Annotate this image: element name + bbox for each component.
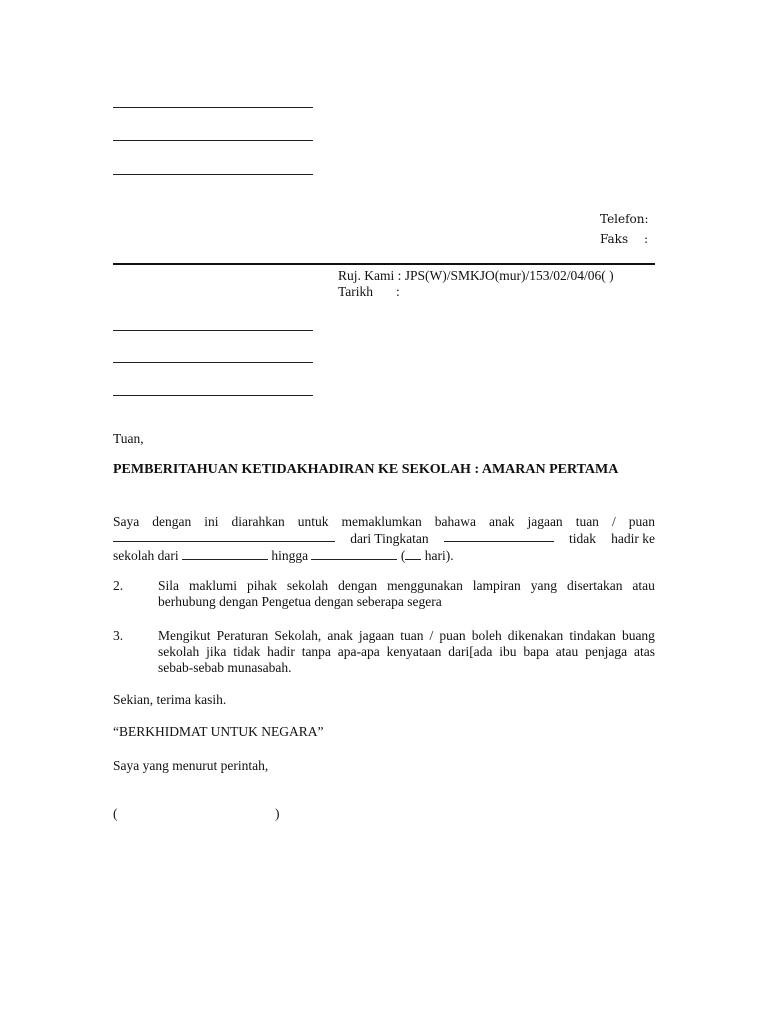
ruj-kami-value: JPS(W)/SMKJO(mur)/153/02/04/06( ) — [404, 268, 614, 283]
paragraph-3-word: Sekolah, — [274, 628, 322, 643]
paragraph-3-line-2 — [158, 644, 655, 660]
paragraph-3-word: tindakan — [569, 628, 616, 643]
paragraph-3-word: sekolah — [158, 644, 200, 659]
signature-open-paren: ( — [113, 806, 118, 821]
motto-text: “BERKHIDMAT UNTUK NEGARA” — [113, 724, 324, 739]
hadir-ke-text: hadir ke — [611, 531, 655, 546]
paragraph-3-word: tidak — [233, 644, 261, 659]
hari-text: hari). — [424, 548, 454, 563]
paragraph-3-word: kenyataan — [386, 644, 442, 659]
paragraph-1-line-3 — [113, 547, 655, 564]
paragraph-3-word: jika — [206, 644, 227, 659]
paragraph-3-word: Peraturan — [216, 628, 269, 643]
faks-label: Faks — [600, 232, 629, 246]
student-name-blank — [113, 530, 335, 542]
tarikh-row — [338, 284, 400, 300]
sender-address-line-3 — [113, 174, 313, 175]
paragraph-1-word: bahawa — [434, 514, 476, 529]
paragraph-1 — [113, 513, 655, 564]
paragraph-1-word: untuk — [297, 514, 329, 529]
paragraph-2-number: 2. — [113, 578, 124, 593]
paragraph-3-word: ibu — [499, 644, 517, 659]
salutation: Tuan, — [113, 431, 144, 446]
paragraph-1-line-1 — [113, 513, 655, 530]
paragraph-3-word: dikenakan — [507, 628, 564, 643]
tarikh-colon: : — [396, 284, 400, 299]
tarikh-label: Tarikh — [338, 284, 374, 299]
sender-address-line-2 — [113, 140, 313, 141]
paragraph-2-word: Sila — [158, 578, 180, 593]
paragraph-1-word: ini — [204, 514, 219, 529]
dari-tingkatan-text: dari Tingkatan — [350, 531, 429, 546]
paragraph-3-word: puan — [439, 628, 466, 643]
paragraph-1-word: / — [611, 514, 616, 529]
paragraph-3-word: hadir — [267, 644, 295, 659]
tingkatan-blank — [444, 530, 554, 542]
telefon-label — [600, 212, 649, 226]
paragraph-3-word: anak — [327, 628, 353, 643]
paragraph-2-word: sekolah — [286, 578, 329, 593]
paragraph-2-word: atau — [632, 578, 655, 593]
paragraph-3-word: atas — [633, 644, 655, 659]
paragraph-3-word: tanpa — [301, 644, 331, 659]
paragraph-2-text — [158, 578, 655, 610]
date-to-blank — [311, 548, 397, 560]
faks-colon: : — [644, 232, 649, 246]
paragraph-2-line-1 — [158, 578, 655, 594]
paragraph-2-word: pihak — [246, 578, 277, 593]
paragraph-1-word: memaklumkan — [341, 514, 422, 529]
paragraph-3-word: buang — [621, 628, 655, 643]
recipient-address-line-3 — [113, 395, 313, 396]
paragraph-2-word: menggunakan — [387, 578, 463, 593]
paragraph-1-word: anak — [488, 514, 515, 529]
paragraph-3-text — [158, 628, 655, 676]
signature-close-paren: ) — [275, 806, 280, 821]
paragraph-3-word: penjaga — [585, 644, 628, 659]
telefon-label-text: Telefon: — [600, 212, 649, 226]
faks-row — [600, 232, 648, 246]
ruj-kami-label: Ruj. Kami : — [338, 268, 402, 283]
paragraph-3-line-3: sebab-sebab munasabah. — [158, 660, 292, 675]
days-count-blank — [405, 548, 421, 560]
paragraph-3-word: dari[ada — [448, 644, 493, 659]
header-divider — [113, 263, 655, 265]
paragraph-1-word: diarahkan — [231, 514, 285, 529]
sekolah-dari-text: sekolah dari — [113, 548, 179, 563]
sender-address-line-1 — [113, 107, 313, 108]
tidak-text: tidak — [568, 531, 596, 546]
paragraph-2-word: maklumi — [188, 578, 237, 593]
paragraph-2-word: dengan — [338, 578, 378, 593]
paragraph-1-word: puan — [628, 514, 655, 529]
letter-subject: PEMBERITAHUAN KETIDAKHADIRAN KE SEKOLAH : AMARAN PERTAMA — [113, 462, 619, 477]
paragraph-3-word: bapa — [523, 644, 549, 659]
paragraph-2-word: disertakan — [566, 578, 623, 593]
paragraph-3-word: apa-apa — [337, 644, 380, 659]
sign-off-text: Saya yang menurut perintah, — [113, 758, 269, 773]
recipient-address-line-2 — [113, 362, 313, 363]
paragraph-3-word: atau — [555, 644, 579, 659]
paragraph-2-word: lampiran — [472, 578, 521, 593]
paragraph-2-line-2: berhubung dengan Pengetua dengan seberapa segera — [158, 594, 442, 609]
paragraph-3-word: tuan — [400, 628, 424, 643]
date-from-blank — [182, 548, 268, 560]
paragraph-1-word: tuan — [575, 514, 599, 529]
paragraph-3-word: Mengikut — [158, 628, 211, 643]
reference-row — [338, 268, 614, 284]
paragraph-2-word: yang — [530, 578, 557, 593]
paragraph-3-line-1 — [158, 628, 655, 644]
paragraph-3-number: 3. — [113, 628, 124, 643]
paragraph-1-word: jagaan — [527, 514, 563, 529]
closing-text: Sekian, terima kasih. — [113, 692, 227, 707]
paragraph-3-word: / — [429, 628, 434, 643]
paragraph-3-word: boleh — [471, 628, 502, 643]
hingga-text: hingga — [271, 548, 309, 563]
paragraph-1-word: Saya — [113, 514, 140, 529]
recipient-address-line-1 — [113, 330, 313, 331]
paragraph-1-word: dengan — [152, 514, 192, 529]
hari-open-paren: ( — [400, 548, 406, 563]
paragraph-1-line-2 — [113, 530, 655, 547]
paragraph-3-word: jagaan — [358, 628, 395, 643]
